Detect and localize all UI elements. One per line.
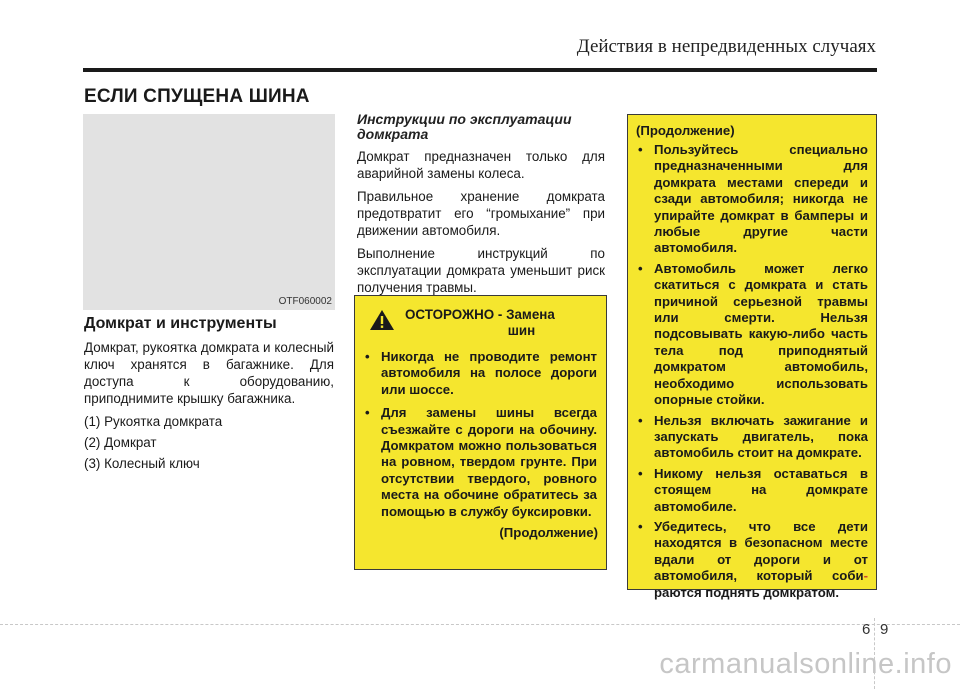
paragraph: Выполнение инструкций по эксплуатации домкрата уменьшит риск получения травмы.	[357, 246, 605, 295]
section-title: ЕСЛИ СПУЩЕНА ШИНА	[84, 86, 310, 107]
warning-title-line1: ОСТОРОЖНО - Замена	[405, 307, 555, 322]
middle-column	[357, 112, 605, 302]
warning-title	[395, 307, 598, 339]
figure-code: OTF060002	[278, 296, 332, 307]
list-item: • Нельзя включать зажигание и запускать двигатель, пока автомобиль стоит на домкрате.	[636, 413, 868, 462]
jack-instructions-heading: Инструкции по эксплуатации домкрата	[357, 111, 572, 142]
last-bullet-end: раются поднять домкратом.	[654, 584, 839, 600]
hyphen-mark: -	[863, 568, 868, 584]
page-number: 9	[880, 621, 889, 638]
warning-header	[355, 296, 606, 339]
warning-box	[354, 295, 607, 570]
chapter-header-title: Действия в непредвиденных случаях	[576, 36, 876, 57]
warning-triangle-icon	[369, 309, 395, 331]
continued-label: (Продолжение)	[499, 525, 598, 541]
list-item: (3) Колесный ключ	[84, 456, 200, 471]
chapter-number: 6	[862, 621, 871, 638]
continued-bullets	[636, 142, 868, 601]
paragraph: Домкрат предназначен только для аварийной замены колеса.	[357, 149, 605, 181]
list-item: (2) Домкрат	[84, 435, 157, 450]
continued-warning-box	[627, 114, 877, 600]
list-item: (1) Рукоятка домкрата	[84, 414, 223, 429]
footer-rule	[0, 624, 960, 625]
jack-tools-intro: Домкрат, рукоятка домкрата и колесный ключ хранятся в багажнике. Для доступа к оборудованию, приподнимите крышку багажника.	[84, 340, 334, 406]
jack-tools-heading: Домкрат и инструменты	[84, 315, 277, 332]
header-rule	[83, 68, 877, 72]
list-item: • Автомобиль может легко скатиться с домкрата и стать причиной серьезной травмы или смерти. Нельзя подсовывать какую-либо часть тела под приподнятый домкратом автомобиль, необходимо использовать опорные стойки.	[636, 261, 868, 409]
list-item	[636, 519, 868, 601]
warning-title-line2: шин	[507, 323, 536, 338]
left-column	[84, 315, 334, 476]
list-item: • Никому нельзя оставаться в стоящем на домкрате автомобиле.	[636, 466, 868, 515]
last-bullet-main: Убедитесь, что все дети находятся в безопасном месте вдали от дороги и от автомобиля, который соби	[654, 518, 868, 584]
continued-heading: (Продолжение)	[636, 123, 735, 138]
jack-tools-figure	[83, 114, 335, 310]
warning-bullets	[355, 339, 606, 520]
list-item: • Для замены шины всегда съезжайте с дороги на обочину. Домкратом можно пользоваться на ровном, твердом грунте. При отсутствии твердого, ровного места на обочине обратитесь за помощью в службу буксировки.	[363, 405, 597, 520]
paragraph: Правильное хранение домкрата предотвратит его “громыхание” при движении автомобиля.	[357, 189, 605, 238]
list-item: • Пользуйтесь специально предназначенными для домкрата местами спереди и сзади автомобиля; никогда не упирайте домкрат в бамперы и любые другие части автомобиля.	[636, 142, 868, 257]
watermark: carmanualsonline.info	[659, 648, 952, 680]
list-item: • Никогда не проводите ремонт автомобиля на полосе дороги или шоссе.	[363, 349, 597, 398]
